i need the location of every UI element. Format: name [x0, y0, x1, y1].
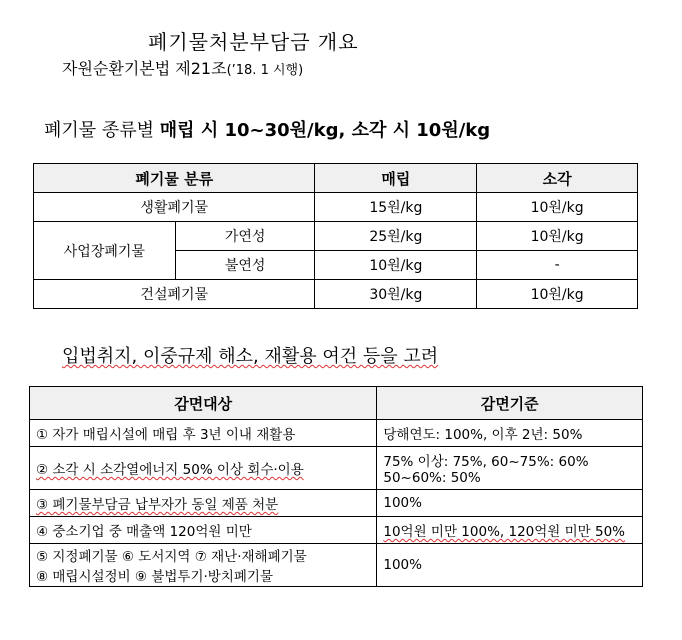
reduction-target-text: ② 소각 시 소각열에너지 50% 이상 회수·이용 — [36, 462, 304, 478]
target-line: ⑧ 매립시설정비 ⑨ 불법투기·방치폐기물 — [36, 569, 273, 585]
landfill-rate: 10원/kg — [315, 251, 477, 280]
reduction-target: ④ 중소기업 중 매출액 120억원 미만 — [30, 517, 377, 544]
table-row — [30, 447, 643, 490]
reduction-target — [30, 490, 377, 517]
reduction-table-header — [30, 387, 643, 420]
reduction-note-text: 입법취지, 이중규제 해소, 재활용 여건 등을 고려 — [62, 346, 439, 367]
table-row — [30, 420, 643, 447]
category-household: 생활폐기물 — [34, 193, 315, 222]
law-reference: 자원순환기본법 제21조 — [62, 59, 227, 78]
enforcement-date: (’18. 1 시행) — [226, 63, 304, 78]
reduction-target: ① 자가 매립시설에 매립 후 3년 이내 재활용 — [30, 420, 377, 447]
header-target: 감면대상 — [30, 387, 377, 420]
header-category: 폐기물 분류 — [34, 164, 315, 193]
target-line: ⑤ 지정폐기물 ⑥ 도서지역 ⑦ 재난·재해폐기물 — [36, 549, 307, 565]
rate-table — [33, 163, 638, 309]
criteria-line: 75% 이상: 75%, 60~75%: 60% — [383, 454, 589, 470]
rates-values: 매립 시 10~30원/kg, 소각 시 10원/kg — [159, 120, 491, 141]
rates-prefix: 폐기물 종류별 — [44, 120, 160, 141]
incineration-rate: 10원/kg — [477, 193, 638, 222]
reduction-target — [30, 447, 377, 490]
reduction-criteria-text: 10억원 미만 100%, 120억원 미만 50% — [383, 524, 625, 540]
reduction-note — [62, 342, 438, 368]
reduction-criteria: 100% — [377, 544, 643, 587]
reduction-criteria — [377, 517, 643, 544]
category-construction: 건설폐기물 — [34, 280, 315, 309]
subcategory-noncombustible: 불연성 — [175, 251, 315, 280]
landfill-rate: 15원/kg — [315, 193, 477, 222]
page-subtitle — [62, 56, 303, 79]
subcategory-combustible: 가연성 — [175, 222, 315, 251]
criteria-line: 50~60%: 50% — [383, 470, 481, 486]
incineration-rate: 10원/kg — [477, 222, 638, 251]
rates-summary — [44, 116, 490, 142]
table-row — [30, 490, 643, 517]
category-business: 사업장폐기물 — [34, 222, 176, 280]
landfill-rate: 25원/kg — [315, 222, 477, 251]
table-row — [30, 517, 643, 544]
table-row — [34, 193, 638, 222]
header-incineration: 소각 — [477, 164, 638, 193]
reduction-criteria: 당해연도: 100%, 이후 2년: 50% — [377, 420, 643, 447]
header-landfill: 매립 — [315, 164, 477, 193]
reduction-table — [29, 386, 643, 587]
header-criteria: 감면기준 — [377, 387, 643, 420]
table-row — [34, 280, 638, 309]
reduction-target — [30, 544, 377, 587]
landfill-rate: 30원/kg — [315, 280, 477, 309]
incineration-rate: 10원/kg — [477, 280, 638, 309]
reduction-target-text: ③ 폐기물부담금 납부자가 동일 제품 처분 — [36, 497, 279, 513]
reduction-criteria: 100% — [377, 490, 643, 517]
rate-table-header — [34, 164, 638, 193]
page-title: 폐기물처분부담금 개요 — [148, 30, 359, 54]
incineration-rate: - — [477, 251, 638, 280]
table-row — [30, 544, 643, 587]
reduction-criteria — [377, 447, 643, 490]
table-row — [34, 222, 638, 251]
